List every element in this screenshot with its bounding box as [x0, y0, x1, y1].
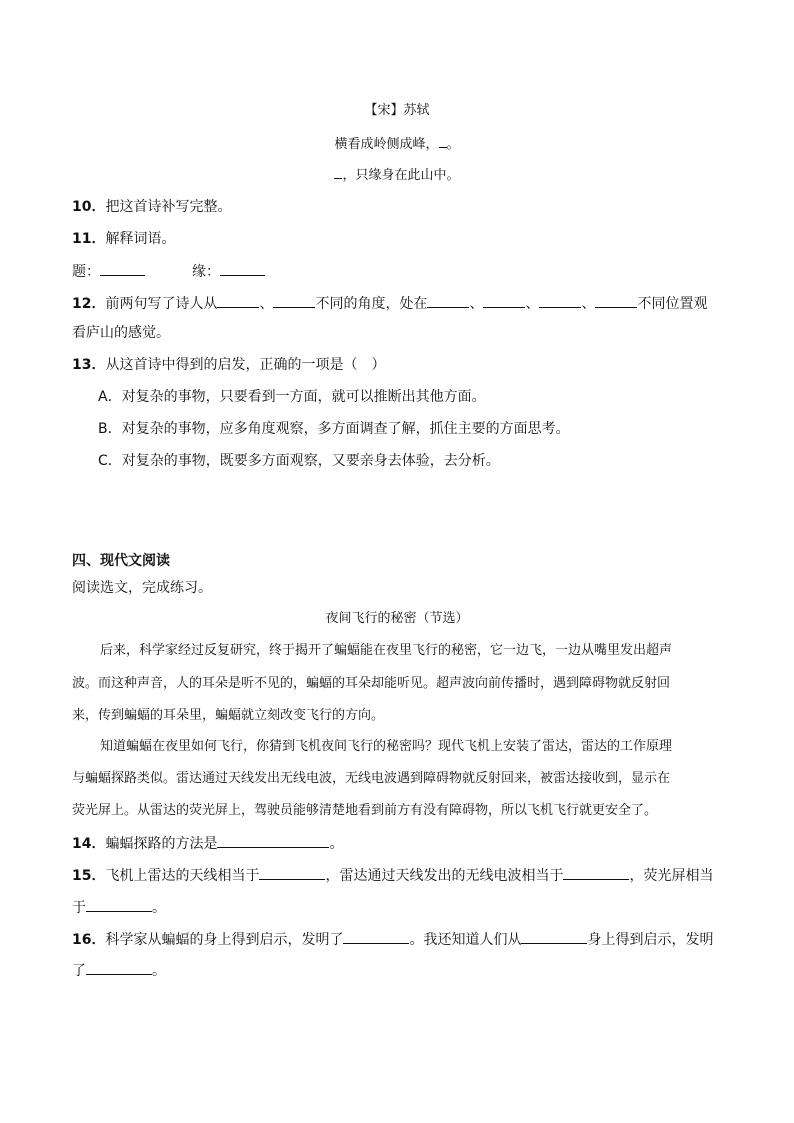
- para-1-line-2-text: 波。而这种声音，人的耳朵是听不见的，蝙蝠的耳朵却能听见。超声波向前传播时，遇到障碍物就反射回: [72, 676, 671, 691]
- question-12-cont: [72, 323, 170, 343]
- question-12-text-b: 不同的角度，处在: [315, 296, 428, 312]
- question-15-end: 。: [152, 900, 166, 916]
- q15-blank-3[interactable]: [86, 897, 152, 912]
- passage-title-text: 夜间飞行的秘密（节选）: [325, 611, 469, 626]
- passage-para-1-line-2: [72, 674, 670, 694]
- q12-blank-2[interactable]: [273, 293, 315, 308]
- passage-para-1-line-3: [72, 706, 384, 726]
- question-15-text-b: ，雷达通过天线发出的无线电波相当于: [325, 868, 564, 884]
- q12-blank-3[interactable]: [427, 293, 469, 308]
- question-12: [72, 293, 707, 314]
- q12-blank-4[interactable]: [483, 293, 525, 308]
- option-a[interactable]: [98, 387, 486, 407]
- passage-para-2-line-2: [72, 769, 670, 789]
- question-10-number: 10．: [72, 199, 106, 215]
- para-2-line-2-text: 与蝙蝠探路类似。雷达通过天线发出无线电波，无线电波遇到障碍物就反射回来，被雷达接收到，显示在: [72, 771, 671, 786]
- q15-blank-2[interactable]: [563, 865, 629, 880]
- question-12-number: 12．: [72, 296, 106, 312]
- passage-para-2-line-3: [72, 801, 657, 821]
- option-b-text: B．对复杂的事物，应多角度观察，多方面调查了解，抓住主要的方面思考。: [98, 421, 570, 437]
- question-14: [72, 833, 343, 854]
- q15-blank-1[interactable]: [259, 865, 325, 880]
- question-16-cont: [72, 960, 166, 981]
- q12-blank-6[interactable]: [595, 293, 637, 308]
- q16-blank-2[interactable]: [521, 929, 587, 944]
- option-c-text: C．对复杂的事物，既要多方面观察，又要亲身去体验，去分析。: [98, 453, 500, 469]
- yuan-label: 缘：: [192, 264, 220, 280]
- question-12-text-d: 看庐山的感觉。: [72, 325, 170, 341]
- question-16-text-a: 科学家从蝙蝠的身上得到启示，发明了: [105, 932, 344, 948]
- q16-blank-3[interactable]: [86, 960, 152, 975]
- section-4-instruction-text: 阅读选文，完成练习。: [72, 580, 212, 596]
- passage-title: [0, 609, 794, 629]
- question-13-number: 13．: [72, 357, 106, 373]
- question-15: [72, 865, 713, 886]
- question-11-text: 解释词语。: [105, 231, 176, 247]
- poem-author-text: 【宋】苏轼: [364, 103, 430, 118]
- question-14-end: 。: [329, 836, 344, 852]
- option-a-text: A．对复杂的事物，只要看到一方面，就可以推断出其他方面。: [98, 389, 486, 405]
- q16-blank-1[interactable]: [343, 929, 409, 944]
- question-11: [72, 229, 175, 249]
- para-2-line-1-text: 知道蝙蝠在夜里如何飞行，你猜到飞机夜间飞行的秘密吗？现代飞机上安装了雷达，雷达的工作原理: [100, 739, 673, 754]
- option-c[interactable]: [98, 451, 500, 471]
- poem-line-1-end: 。: [446, 137, 460, 152]
- passage-para-1-line-1: [100, 641, 672, 661]
- section-4-instruction: [72, 578, 212, 598]
- poem-line-1-text: 横看成岭侧成峰，: [334, 137, 439, 152]
- section-4-heading-text: 四、现代文阅读: [72, 553, 170, 569]
- para-2-line-3-text: 荧光屏上。从雷达的荧光屏上，驾驶员能够清楚地看到前方有没有障碍物，所以飞机飞行就更安全了。: [72, 803, 658, 818]
- question-14-number: 14．: [72, 836, 106, 852]
- question-15-text-a: 飞机上雷达的天线相当于: [105, 868, 260, 884]
- question-13-text: 从这首诗中得到的启发，正确的一项是（ ）: [105, 357, 386, 373]
- question-15-text-c: ，荧光屏相当: [629, 868, 714, 884]
- question-13: [72, 355, 385, 375]
- question-12-text-c: 不同位置观: [637, 296, 708, 312]
- question-11-answers: [72, 261, 265, 282]
- option-b[interactable]: [98, 419, 570, 439]
- para-1-line-1-text: 后来，科学家经过反复研究，终于揭开了蝙蝠能在夜里飞行的秘密，它一边飞，一边从嘴里发出超声: [100, 643, 673, 658]
- para-1-line-3-text: 来，传到蝙蝠的耳朵里，蝙蝠就立刻改变飞行的方向。: [72, 708, 385, 723]
- question-16: [72, 929, 713, 950]
- question-16-end: 。: [152, 963, 166, 979]
- q12-sep-1: 、: [259, 296, 274, 312]
- question-16-text-c: 身上得到启示，发明: [587, 932, 714, 948]
- section-4-heading: [72, 551, 170, 571]
- q12-sep-3: 、: [525, 296, 540, 312]
- ti-label: 题：: [72, 264, 100, 280]
- question-14-text: 蝙蝠探路的方法是: [105, 836, 218, 852]
- question-10-text: 把这首诗补写完整。: [105, 199, 232, 215]
- question-15-number: 15．: [72, 868, 106, 884]
- question-10: [72, 197, 231, 217]
- poem-blank-1[interactable]: [439, 133, 447, 148]
- question-16-text-d: 了: [72, 963, 86, 979]
- q12-sep-4: 、: [581, 296, 596, 312]
- question-12-text-a: 前两句写了诗人从: [105, 296, 218, 312]
- poem-author: [0, 101, 794, 121]
- q12-sep-2: 、: [469, 296, 484, 312]
- question-15-text-d: 于: [72, 900, 86, 916]
- ti-blank[interactable]: [100, 261, 145, 276]
- poem-line-2: [0, 164, 794, 186]
- question-16-text-b: 。我还知道人们从: [409, 932, 522, 948]
- question-16-number: 16．: [72, 932, 106, 948]
- question-11-number: 11．: [72, 231, 106, 247]
- yuan-blank[interactable]: [220, 261, 265, 276]
- q14-blank[interactable]: [217, 833, 329, 848]
- q12-blank-1[interactable]: [217, 293, 259, 308]
- q12-blank-5[interactable]: [539, 293, 581, 308]
- poem-line-2-text: ，只缘身在此山中。: [342, 168, 460, 183]
- passage-para-2-line-1: [100, 737, 672, 757]
- question-15-cont: [72, 897, 166, 918]
- poem-line-1: [0, 133, 794, 155]
